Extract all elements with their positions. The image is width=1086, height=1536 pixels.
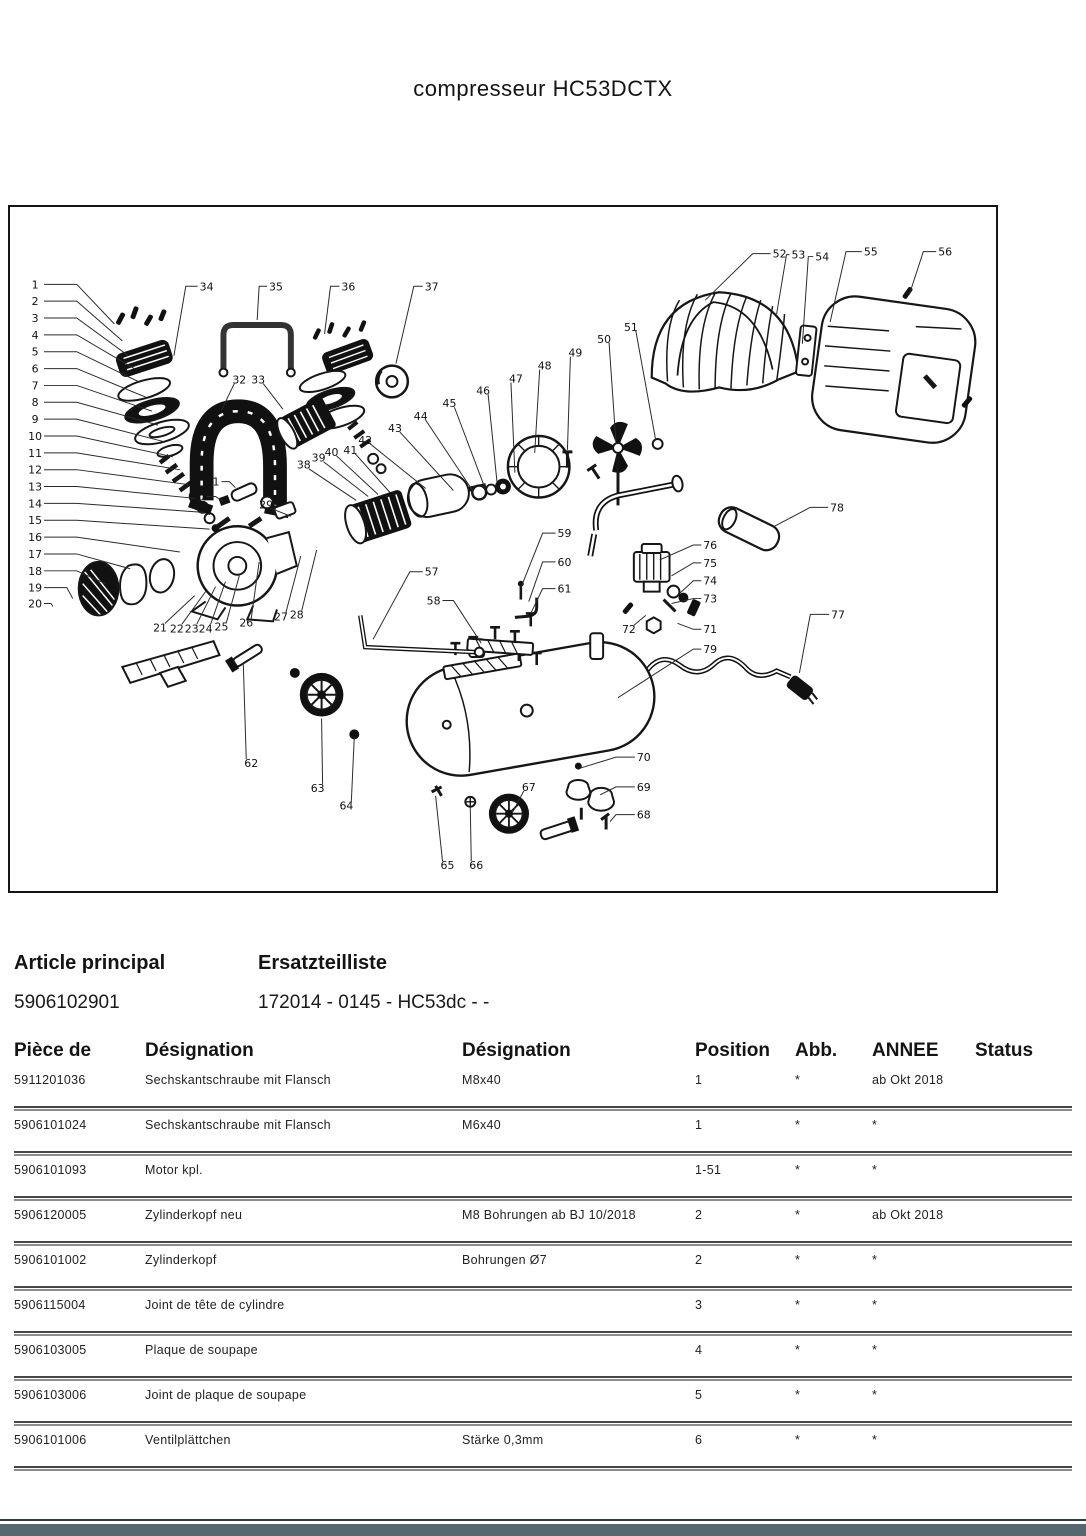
callout-2: 2 <box>31 295 39 309</box>
callout-26: 26 <box>239 616 254 630</box>
cell-annee: * <box>872 1253 878 1267</box>
cell-designation-2 <box>462 1388 695 1421</box>
callout-61: 61 <box>557 582 572 596</box>
cell-piece: 5906101093 <box>14 1163 87 1177</box>
callout-44: 44 <box>413 410 428 424</box>
cell-designation-de: Sechskantschraube mit Flansch <box>145 1073 331 1087</box>
cell-status <box>975 1343 1072 1376</box>
callout-25: 25 <box>214 620 229 634</box>
cell-abb: * <box>795 1298 801 1312</box>
callout-1: 1 <box>31 278 39 292</box>
leader-line-49 <box>567 357 570 450</box>
cell-position: 5 <box>695 1388 703 1402</box>
callout-5: 5 <box>31 345 39 359</box>
cell-piece: 5906101006 <box>14 1433 87 1447</box>
cell-piece: 5911201036 <box>14 1073 86 1087</box>
callout-55: 55 <box>863 245 878 259</box>
callout-40: 40 <box>324 445 339 459</box>
callout-58: 58 <box>426 594 441 608</box>
callout-46: 46 <box>476 384 491 398</box>
cell-status <box>975 1208 1072 1241</box>
leader-line-56 <box>909 252 936 295</box>
leader-line-53 <box>777 255 790 314</box>
leader-line-63 <box>322 719 323 784</box>
leader-line-74 <box>679 581 701 594</box>
cell-annee: * <box>872 1163 878 1177</box>
cell-abb: * <box>795 1343 801 1357</box>
callout-28: 28 <box>289 608 304 622</box>
callout-75: 75 <box>703 556 718 570</box>
cell-position: 4 <box>695 1343 703 1357</box>
callout-8: 8 <box>31 396 39 410</box>
callout-69: 69 <box>636 780 651 794</box>
table-row <box>14 1246 1072 1286</box>
callout-27: 27 <box>274 610 288 624</box>
col-header-designation-2: Désignation <box>462 1040 571 1061</box>
row-separator <box>14 1466 1072 1471</box>
callout-49: 49 <box>568 346 583 360</box>
cell-designation-2 <box>462 1343 695 1376</box>
article-principal-label: Article principal <box>14 952 166 974</box>
col-header-designation-de: Désignation <box>145 1040 254 1061</box>
diagram-part-shapes <box>79 286 980 842</box>
callout-12: 12 <box>28 463 43 477</box>
callout-66: 66 <box>469 859 484 873</box>
table-row <box>14 1156 1072 1196</box>
leader-line-59 <box>521 533 556 588</box>
col-header-position: Position <box>695 1040 770 1061</box>
table-row <box>14 1066 1072 1106</box>
callout-21: 21 <box>153 621 167 635</box>
callout-10: 10 <box>28 429 43 443</box>
cell-abb: * <box>795 1118 801 1132</box>
cell-designation-de: Zylinderkopf neu <box>145 1208 243 1222</box>
table-row <box>14 1201 1072 1241</box>
callout-38: 38 <box>296 458 311 472</box>
wheel-icon <box>300 673 344 717</box>
callout-52: 52 <box>772 247 787 261</box>
callout-56: 56 <box>938 245 953 259</box>
callout-19: 19 <box>28 581 43 595</box>
cell-status <box>975 1388 1072 1421</box>
callout-41: 41 <box>343 443 358 457</box>
cell-abb: * <box>795 1073 801 1087</box>
leader-line-20 <box>44 604 53 607</box>
cell-abb: * <box>795 1163 801 1177</box>
cell-designation-de: Joint de tête de cylindre <box>145 1298 285 1312</box>
cell-status <box>975 1073 1072 1106</box>
callout-45: 45 <box>442 397 457 411</box>
callout-73: 73 <box>703 592 718 606</box>
callout-16: 16 <box>28 531 43 545</box>
page-title: compresseur HC53DCTX <box>413 76 673 101</box>
cell-designation-2 <box>462 1298 695 1331</box>
leader-line-66 <box>470 808 471 862</box>
cylinder-head-icon <box>114 338 174 379</box>
callout-23: 23 <box>184 622 199 636</box>
plug-icon <box>785 674 821 706</box>
leader-line-64 <box>351 736 354 801</box>
exploded-diagram-svg <box>10 207 996 891</box>
callout-53: 53 <box>791 248 806 262</box>
cell-designation-de: Plaque de soupape <box>145 1343 258 1357</box>
leader-line-33 <box>263 383 283 409</box>
cell-position: 6 <box>695 1433 703 1447</box>
callout-17: 17 <box>28 547 43 561</box>
table-row <box>14 1336 1072 1376</box>
callout-62: 62 <box>244 757 259 771</box>
leader-line-51 <box>636 331 656 440</box>
col-header-annee: ANNEE <box>872 1040 939 1061</box>
leader-line-65 <box>436 796 443 861</box>
cell-abb: * <box>795 1253 801 1267</box>
callout-36: 36 <box>341 280 356 294</box>
cell-designation-de: Joint de plaque de soupape <box>145 1388 307 1402</box>
article-principal-value: 5906102901 <box>14 992 120 1013</box>
callout-32: 32 <box>232 373 247 387</box>
callout-9: 9 <box>31 413 39 427</box>
callout-51: 51 <box>623 320 638 334</box>
parts-table-header <box>14 1040 1072 1066</box>
cell-piece: 5906120005 <box>14 1208 87 1222</box>
ersatzteilliste-block <box>258 952 489 1014</box>
callout-48: 48 <box>537 359 552 373</box>
cell-designation-2: Stärke 0,3mm <box>462 1433 544 1447</box>
cell-annee: * <box>872 1298 878 1312</box>
cell-designation-2: M6x40 <box>462 1118 502 1132</box>
leader-line-31 <box>221 482 235 488</box>
callout-22: 22 <box>169 622 184 636</box>
cell-annee: ab Okt 2018 <box>872 1208 944 1222</box>
callout-78: 78 <box>830 501 844 515</box>
cell-status <box>975 1118 1072 1151</box>
callout-72: 72 <box>621 623 636 637</box>
callout-31: 31 <box>205 475 220 489</box>
leader-line-77 <box>799 614 829 672</box>
callout-79: 79 <box>703 643 718 657</box>
cell-piece: 5906101024 <box>14 1118 87 1132</box>
callout-15: 15 <box>28 514 43 528</box>
callout-54: 54 <box>815 250 830 264</box>
leader-line-37 <box>396 286 423 363</box>
leader-line-28 <box>302 550 317 610</box>
exploded-diagram <box>8 205 998 893</box>
cell-annee: ab Okt 2018 <box>872 1073 944 1087</box>
leader-line-68 <box>610 815 635 822</box>
leader-line-14 <box>44 503 204 512</box>
cell-abb: * <box>795 1208 801 1222</box>
leader-line-62 <box>243 663 246 759</box>
leader-line-19 <box>44 588 73 599</box>
callout-76: 76 <box>703 539 718 552</box>
callout-60: 60 <box>557 555 572 569</box>
leader-line-38 <box>309 469 357 501</box>
leader-line-78 <box>775 507 829 526</box>
cell-position: 3 <box>695 1298 703 1312</box>
callout-29: 29 <box>259 498 274 512</box>
callout-65: 65 <box>440 859 455 873</box>
callout-3: 3 <box>31 311 39 325</box>
cell-piece: 5906101002 <box>14 1253 87 1267</box>
leader-line-60 <box>529 562 556 602</box>
table-row <box>14 1426 1072 1466</box>
callout-67: 67 <box>521 780 536 794</box>
callout-42: 42 <box>358 433 373 447</box>
ersatzteilliste-value: 172014 - 0145 - HC53dc - - <box>258 992 490 1013</box>
callout-63: 63 <box>310 781 325 795</box>
callout-64: 64 <box>339 799 354 813</box>
cell-piece: 5906103006 <box>14 1388 87 1402</box>
callout-39: 39 <box>311 451 326 465</box>
callout-11: 11 <box>28 446 43 460</box>
cell-annee: * <box>872 1388 878 1402</box>
table-row <box>14 1291 1072 1331</box>
leader-line-47 <box>511 382 515 472</box>
cell-piece: 5906115004 <box>14 1298 86 1312</box>
callout-71: 71 <box>703 623 718 637</box>
cell-abb: * <box>795 1388 801 1402</box>
leader-line-16 <box>44 537 180 552</box>
callout-13: 13 <box>28 480 43 494</box>
leader-line-3 <box>44 318 128 356</box>
callout-30: 30 <box>190 490 205 504</box>
callout-35: 35 <box>269 280 283 294</box>
callout-24: 24 <box>198 622 213 636</box>
callout-57: 57 <box>424 565 439 579</box>
cell-designation-de: Sechskantschraube mit Flansch <box>145 1118 331 1132</box>
callout-70: 70 <box>636 751 651 765</box>
parts-table-body <box>14 1066 1072 1471</box>
cell-position: 2 <box>695 1253 703 1267</box>
col-header-piece: Pièce de <box>14 1040 92 1061</box>
callout-50: 50 <box>597 332 612 346</box>
cell-status <box>975 1253 1072 1286</box>
cell-designation-2: Bohrungen Ø7 <box>462 1253 547 1267</box>
leader-line-57 <box>373 572 423 639</box>
article-principal-block <box>14 952 165 1014</box>
cell-annee: * <box>872 1433 878 1447</box>
leader-line-61 <box>531 589 556 614</box>
callout-34: 34 <box>199 280 214 294</box>
callout-20: 20 <box>28 597 43 611</box>
cell-status <box>975 1163 1072 1196</box>
footer-bar <box>0 1524 1086 1536</box>
leader-line-46 <box>488 394 497 482</box>
leader-line-35 <box>257 286 267 320</box>
cell-annee: * <box>872 1118 878 1132</box>
cell-position: 1-51 <box>695 1163 722 1177</box>
callout-43: 43 <box>388 422 402 436</box>
parts-table <box>14 1040 1072 1471</box>
col-header-status: Status <box>975 1040 1034 1061</box>
callout-4: 4 <box>31 328 39 342</box>
table-row <box>14 1381 1072 1421</box>
callout-6: 6 <box>31 362 39 376</box>
cell-annee: * <box>872 1343 878 1357</box>
cell-abb: * <box>795 1433 801 1447</box>
leader-line-13 <box>44 487 196 499</box>
callout-74: 74 <box>703 574 718 588</box>
callout-14: 14 <box>28 497 43 511</box>
col-header-abb: Abb. <box>795 1040 838 1061</box>
callout-59: 59 <box>557 527 572 541</box>
callout-37: 37 <box>424 280 439 294</box>
wheel-icon <box>489 794 529 834</box>
cell-designation-2: M8x40 <box>462 1073 502 1087</box>
cell-piece: 5906103005 <box>14 1343 87 1357</box>
cell-status <box>975 1298 1072 1331</box>
cell-designation-2 <box>462 1163 695 1196</box>
cell-designation-de: Zylinderkopf <box>145 1253 217 1267</box>
leader-line-21 <box>165 596 195 624</box>
callout-77: 77 <box>831 608 845 622</box>
cell-status <box>975 1433 1072 1466</box>
ersatzteilliste-label: Ersatzteilliste <box>258 952 387 974</box>
callout-68: 68 <box>636 808 651 822</box>
screws-icon <box>115 306 167 327</box>
cell-position: 2 <box>695 1208 703 1222</box>
callout-33: 33 <box>251 373 266 387</box>
callout-7: 7 <box>31 379 39 393</box>
cell-designation-2: M8 Bohrungen ab BJ 10/2018 <box>462 1208 636 1222</box>
leader-line-70 <box>580 757 635 768</box>
footer-divider <box>0 1519 1086 1521</box>
cell-position: 1 <box>695 1118 703 1132</box>
table-row <box>14 1111 1072 1151</box>
cell-designation-de: Motor kpl. <box>145 1163 203 1177</box>
leader-line-71 <box>677 623 701 629</box>
leader-line-34 <box>174 286 198 355</box>
callout-47: 47 <box>508 372 523 386</box>
cell-position: 1 <box>695 1073 703 1087</box>
leader-line-75 <box>672 563 702 576</box>
cell-designation-de: Ventilplättchen <box>145 1433 231 1447</box>
leader-line-15 <box>44 520 210 529</box>
callout-18: 18 <box>28 564 43 578</box>
